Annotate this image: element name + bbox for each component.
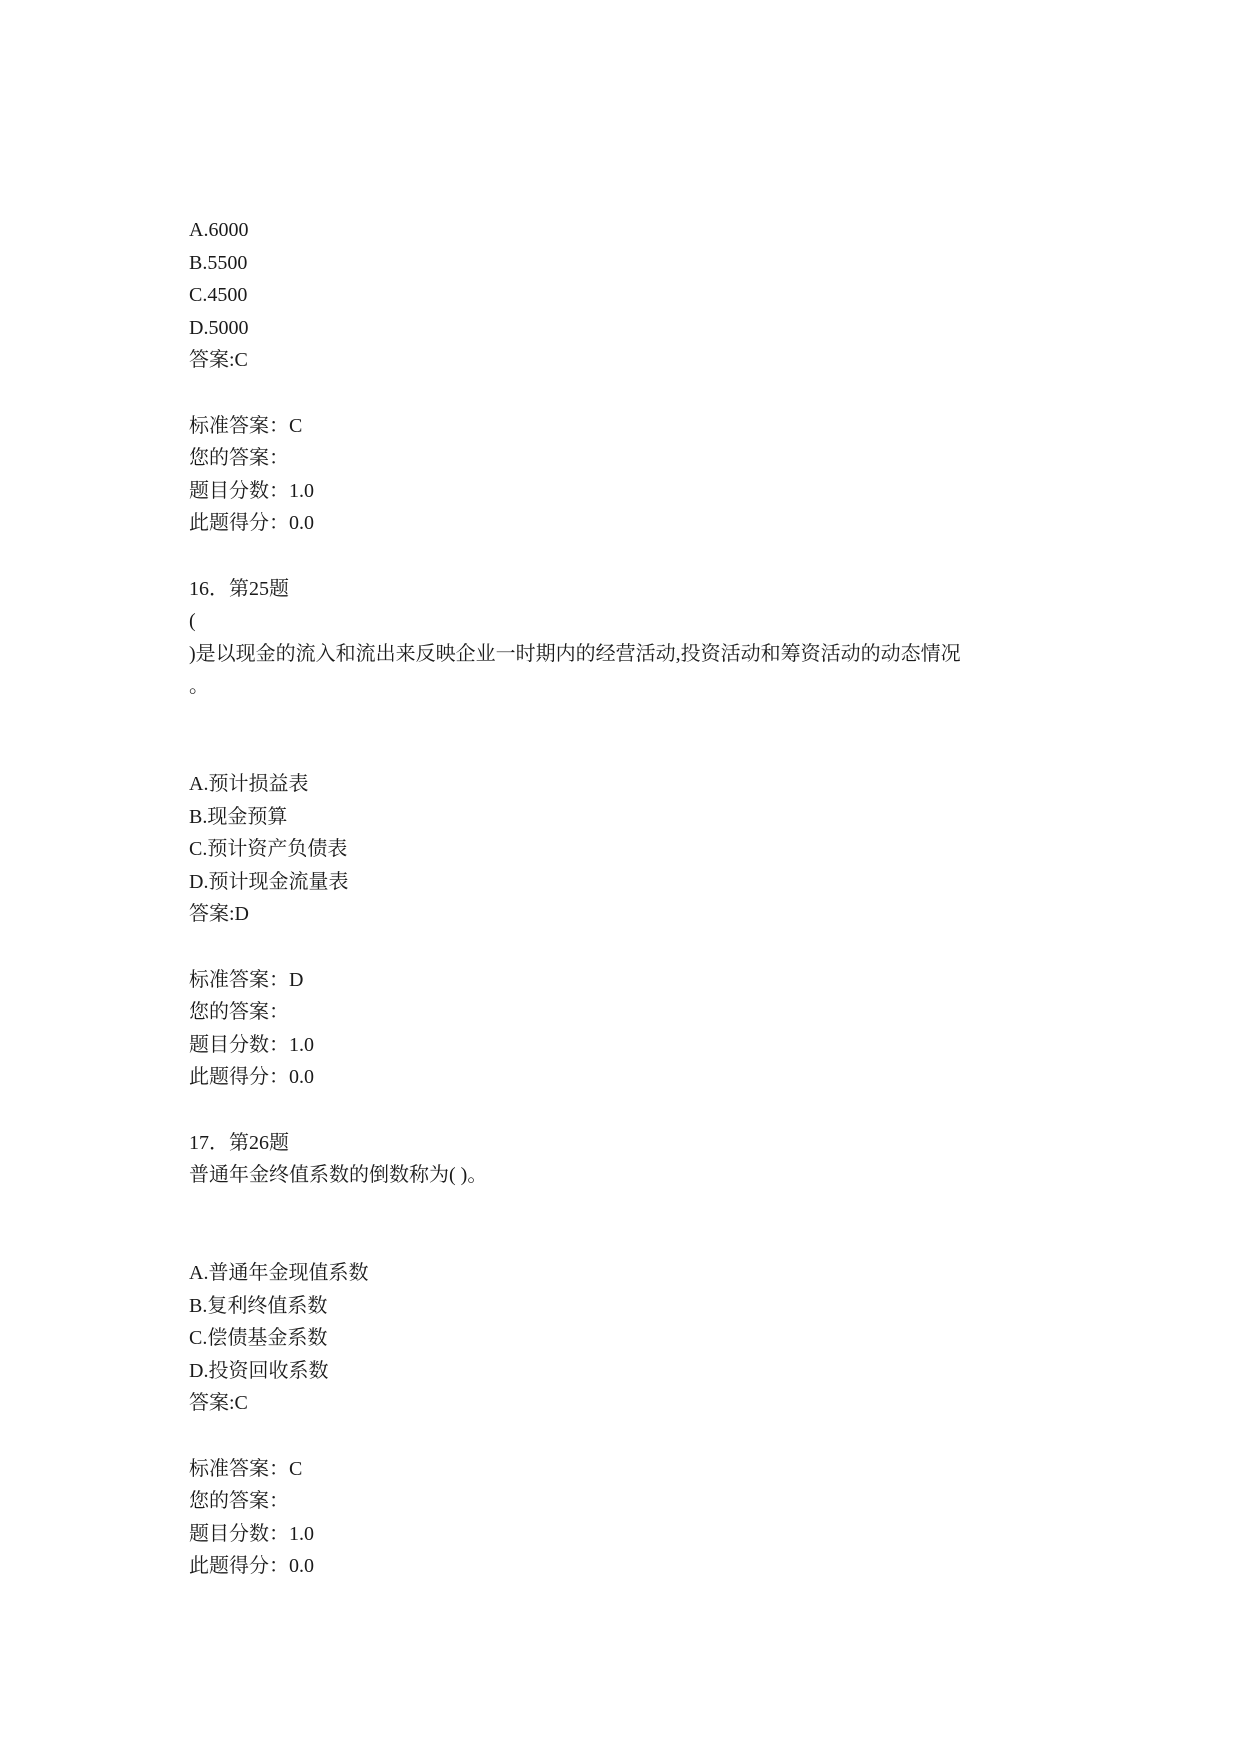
question-header: 17．第26题	[189, 1131, 289, 1154]
earned-score: 此题得分：0.0	[189, 512, 314, 535]
option-b: B.复利终值系数	[189, 1294, 328, 1317]
question-header: 16．第25题	[189, 577, 289, 600]
option-c: C.偿债基金系数	[189, 1327, 328, 1350]
answer-line: 答案:C	[189, 349, 248, 372]
question-block-16	[189, 573, 1069, 1095]
option-d: D.投资回收系数	[189, 1359, 329, 1382]
earned-score: 此题得分：0.0	[189, 1555, 314, 1578]
question-stem-line-3: 。	[189, 675, 209, 698]
option-a: A.预计损益表	[189, 773, 309, 796]
your-answer: 您的答案：	[189, 1490, 289, 1513]
question-score: 题目分数：1.0	[189, 1033, 314, 1056]
question-score: 题目分数：1.0	[189, 479, 314, 502]
standard-answer: 标准答案：D	[189, 968, 304, 991]
question-stem-line-1: (	[189, 610, 196, 633]
option-b: B.现金预算	[189, 805, 288, 828]
your-answer: 您的答案：	[189, 447, 289, 470]
document-page	[189, 214, 1069, 1583]
option-a: A.6000	[189, 219, 249, 241]
option-a: A.普通年金现值系数	[189, 1262, 369, 1284]
earned-score: 此题得分：0.0	[189, 1066, 314, 1089]
option-d: D.预计现金流量表	[189, 870, 349, 893]
standard-answer: 标准答案：C	[189, 414, 303, 437]
option-c: C.4500	[189, 284, 248, 307]
answer-line: 答案:C	[189, 1392, 248, 1415]
standard-answer: 标准答案：C	[189, 1457, 303, 1480]
question-stem-line-2: )是以现金的流入和流出来反映企业一时期内的经营活动,投资活动和筹资活动的动态情况	[189, 642, 961, 665]
question-block-17	[189, 1127, 1069, 1583]
option-b: B.5500	[189, 251, 248, 274]
option-c: C.预计资产负债表	[189, 838, 348, 861]
question-score: 题目分数：1.0	[189, 1522, 314, 1545]
question-block-15	[189, 214, 1069, 540]
option-d: D.5000	[189, 316, 249, 339]
answer-line: 答案:D	[189, 903, 249, 926]
question-stem-line-1: 普通年金终值系数的倒数称为( )。	[189, 1164, 488, 1187]
your-answer: 您的答案：	[189, 1001, 289, 1024]
